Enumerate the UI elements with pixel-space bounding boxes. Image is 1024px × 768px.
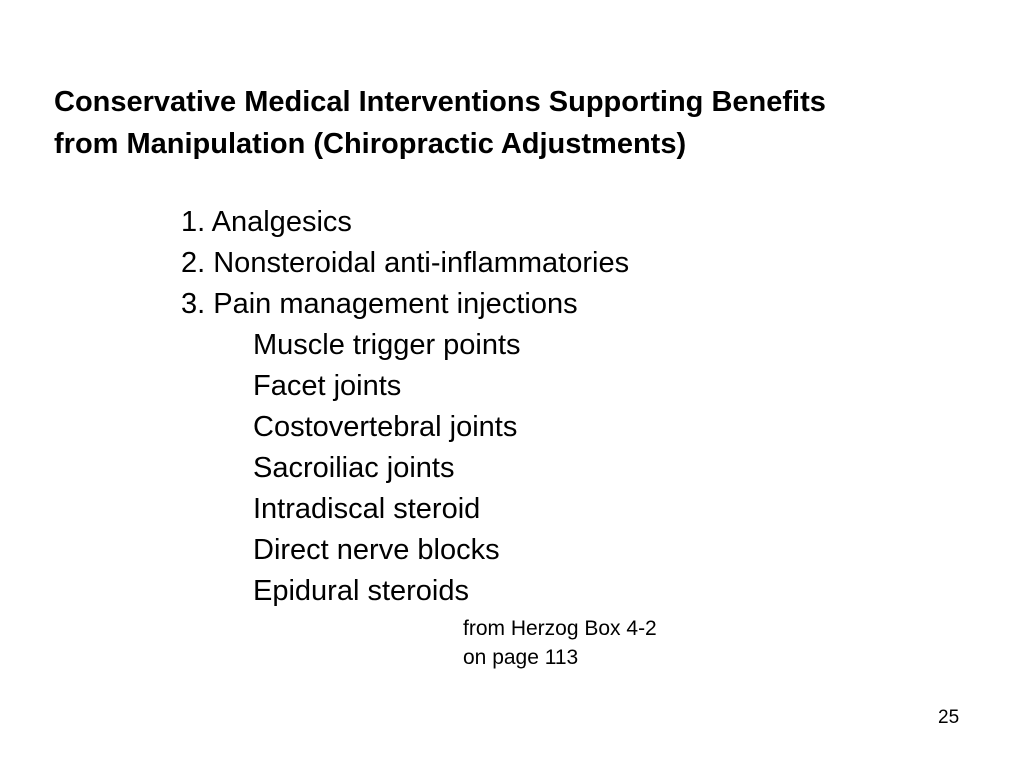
page-number: 25 [938, 707, 960, 728]
sublist-item-sacroiliac-joints: Sacroiliac joints [253, 452, 455, 484]
citation-line-1: from Herzog Box 4-2 [463, 617, 657, 640]
slide-title-line-2: from Manipulation (Chiropractic Adjustments) [54, 128, 687, 160]
citation-line-2: on page 113 [463, 646, 579, 669]
list-item-pain-injections-label: 3. Pain management injections [181, 288, 578, 320]
list-item-nsaids: 2. Nonsteroidal anti-inflammatories [181, 247, 630, 279]
intervention-list [181, 202, 629, 612]
list-item-pain-injections [181, 284, 629, 612]
sublist-item-epidural-steroids: Epidural steroids [253, 575, 469, 607]
injection-sublist [181, 325, 629, 612]
slide-title-line-1: Conservative Medical Interventions Supporting Benefits [54, 86, 826, 118]
sublist-item-direct-nerve-blocks: Direct nerve blocks [253, 534, 500, 566]
sublist-item-facet-joints: Facet joints [253, 370, 402, 402]
list-item-analgesics: 1. Analgesics [181, 206, 352, 238]
sublist-item-intradiscal-steroid: Intradiscal steroid [253, 493, 481, 525]
sublist-item-muscle-trigger-points: Muscle trigger points [253, 329, 521, 361]
slide-title [54, 81, 994, 165]
source-citation [463, 614, 657, 672]
sublist-item-costovertebral-joints: Costovertebral joints [253, 411, 518, 443]
